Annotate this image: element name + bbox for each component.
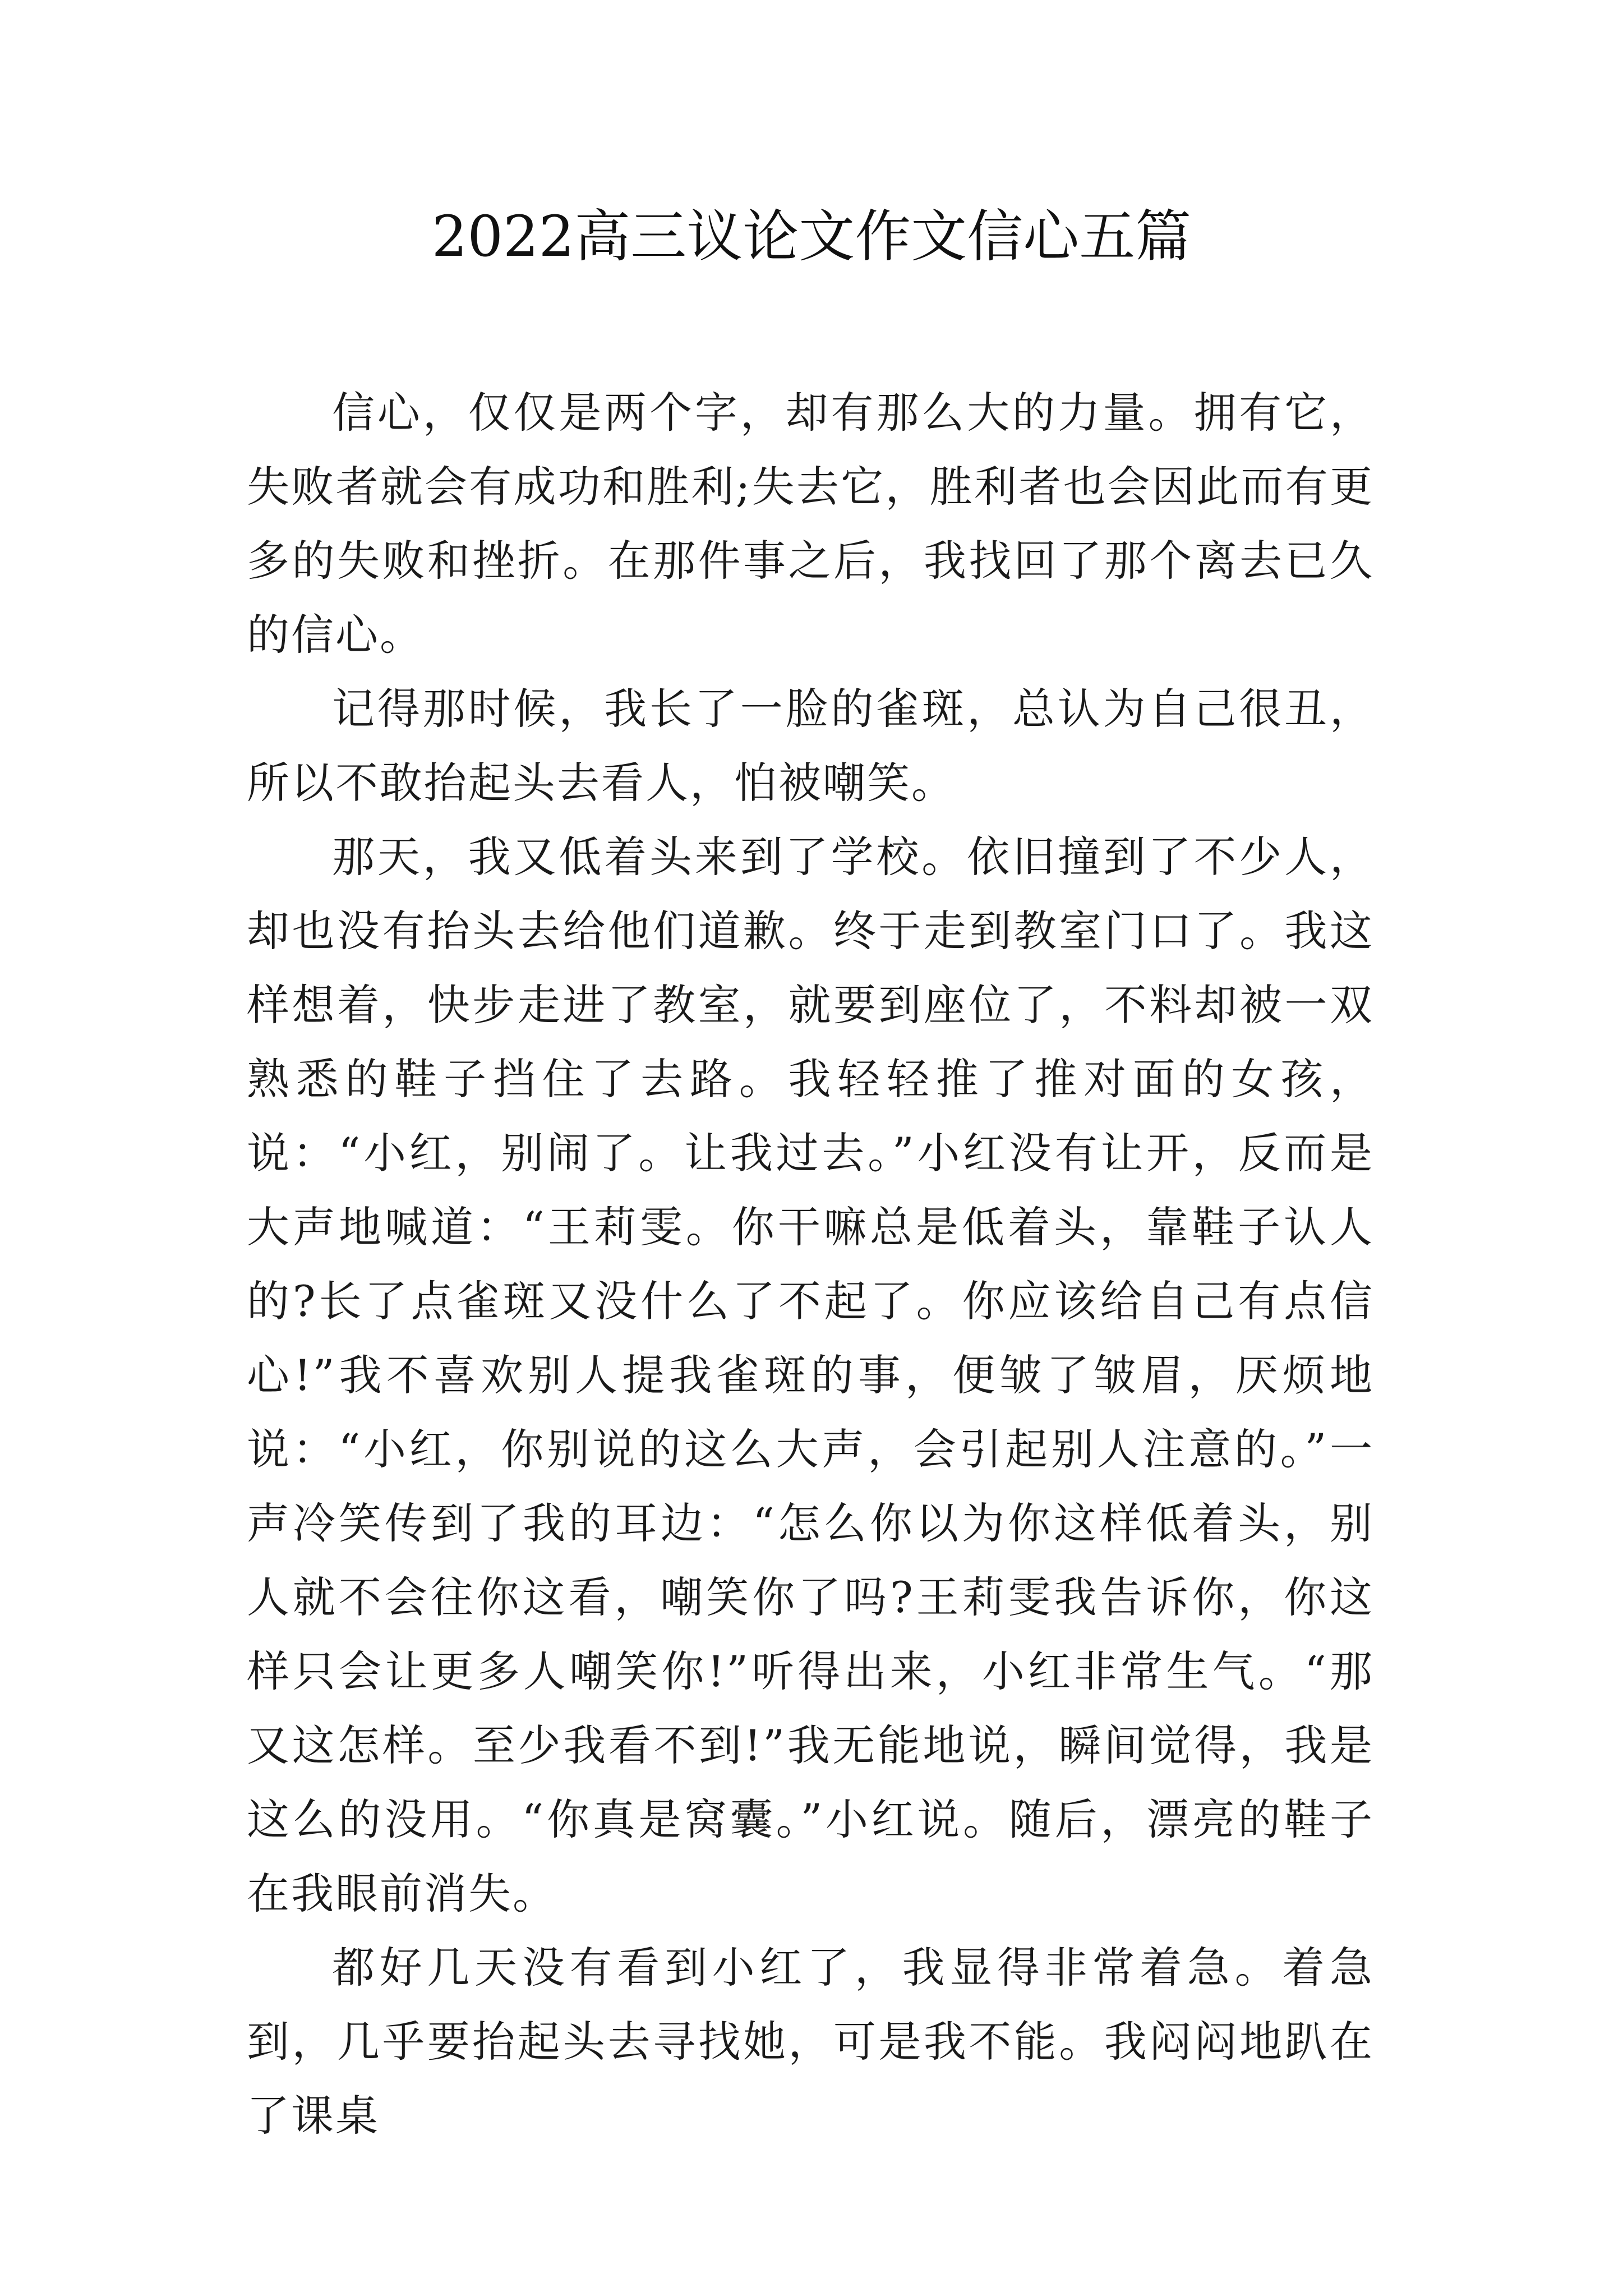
paragraph: 记得那时候，我长了一脸的雀斑，总认为自己很丑，所以不敢抬起头去看人，怕被嘲笑。 [247, 684, 1374, 808]
paragraph: 都好几天没有看到小红了，我显得非常着急。着急到，几乎要抬起头去寻找她，可是我不能。我闷闷地趴在了课桌 [247, 1943, 1374, 2141]
document-body [247, 376, 1374, 2153]
paragraph: 那天，我又低着头来到了学校。依旧撞到了不少人，却也没有抬头去给他们道歉。终于走到教室门口了。我这样想着，快步走进了教室，就要到座位了，不料却被一双熟悉的鞋子挡住了去路。我轻轻推了推对面的女孩，说：“小红，别闹了。让我过去。”小红没有让开，反而是大声地喊道：“王莉雯。你干嘛总是低着头，靠鞋子认人的?长了点雀斑又没什么了不起了。你应该给自己有点信心!”我不喜欢别人提我雀斑的事，便皱了皱眉，厌烦地说：“小红，你别说的这么大声，会引起别人注意的。”一声冷笑传到了我的耳边：“怎么你以为你这样低着头，别人就不会往你这看，嘲笑你了吗?王莉雯我告诉你，你这样只会让更多人嘲笑你!”听得出来，小红非常生气。“那又这怎样。至少我看不到!”我无能地说，瞬间觉得，我是这么的没用。“你真是窝囊。”小红说。随后，漂亮的鞋子在我眼前消失。 [247, 832, 1374, 1918]
document-title: 2022高三议论文作文信心五篇 [431, 204, 1192, 269]
paragraph: 信心，仅仅是两个字，却有那么大的力量。拥有它，失败者就会有成功和胜利;失去它，胜利者也会因此而有更多的失败和挫折。在那件事之后，我找回了那个离去已久的信心。 [247, 388, 1374, 660]
